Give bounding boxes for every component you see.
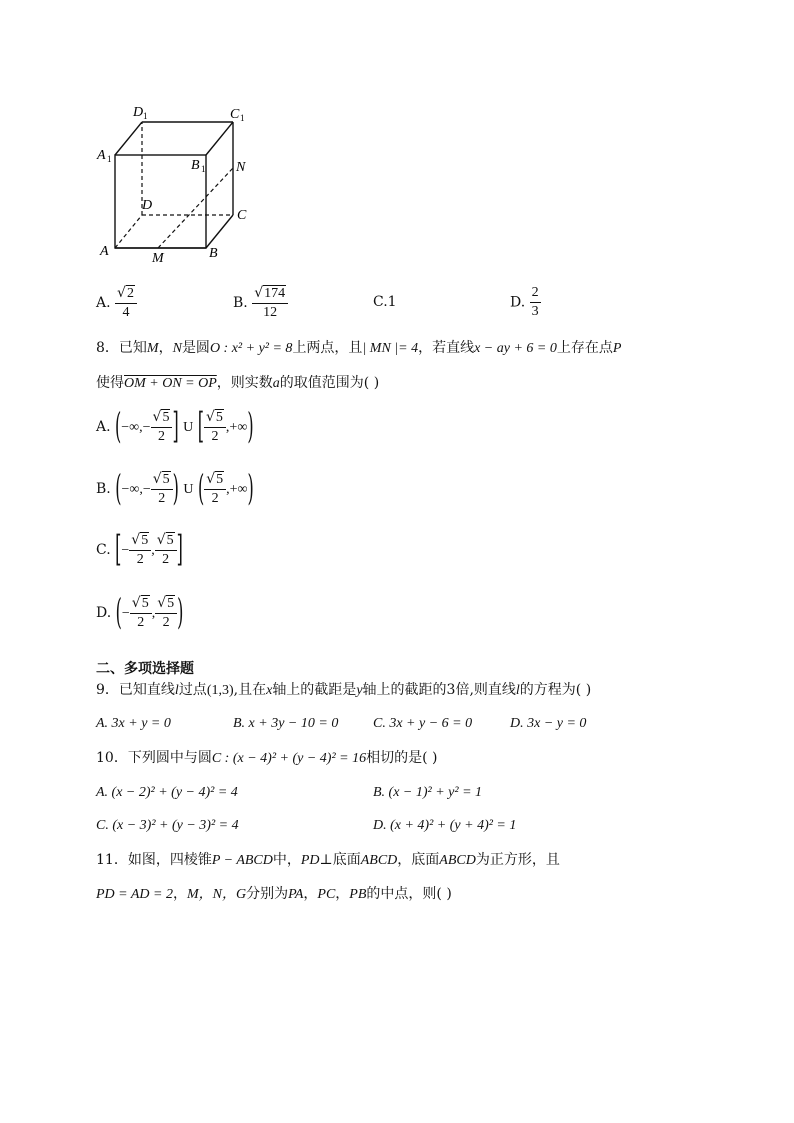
q10-option-a[interactable]: A. (x − 2)² + (y − 4)² = 4 bbox=[96, 785, 238, 800]
q10-stem: 10．下列圆中与圆C : (x − 4)² + (y − 4)² = 16相切的是( ) bbox=[96, 750, 438, 766]
label-A: A bbox=[100, 244, 109, 259]
q10-option-c[interactable]: C. (x − 3)² + (y − 3)² = 4 bbox=[96, 818, 239, 833]
label-D1-sub: 1 bbox=[143, 111, 148, 121]
q11-line-2: PD = AD = 2，M，N，G分别为PA，PC，PB的中点，则( ) bbox=[96, 886, 452, 902]
label-M: M bbox=[152, 251, 164, 266]
q8-line-2: 使得OM + ON = OP，则实数a的取值范围为( ) bbox=[96, 375, 380, 391]
edge-B-C bbox=[206, 215, 233, 248]
edge-B1-C1 bbox=[206, 122, 233, 155]
edge-A1-D1 bbox=[115, 122, 142, 155]
q8-option-a[interactable]: A. (−∞,− $\frac{√5}{2}$ ] U [ $\frac{√5}{2}$ ,+∞) bbox=[96, 405, 254, 447]
label-B: B bbox=[209, 246, 218, 261]
q8-option-c[interactable]: C. [− $\frac{√5}{2}$ , $\frac{√5}{2}$ ] bbox=[96, 528, 183, 570]
edge-A-D bbox=[115, 215, 142, 248]
q10-option-b[interactable]: B. (x − 1)² + y² = 1 bbox=[373, 785, 483, 800]
section-title-multiple-choice: 二、多项选择题 bbox=[96, 661, 194, 677]
vector-equation: OM + ON = OP bbox=[124, 376, 217, 391]
label-C1: C bbox=[230, 107, 240, 122]
q7-option-d[interactable]: D. $\frac{2}{3}$ bbox=[510, 285, 539, 319]
label-B1-sub: 1 bbox=[201, 164, 206, 174]
q8-option-d[interactable]: D. (− $\frac{√5}{2}$ , $\frac{√5}{2}$ ) bbox=[96, 591, 184, 633]
cube-figure bbox=[92, 100, 262, 270]
segment-M-N bbox=[158, 168, 233, 248]
q9-option-d[interactable]: D. 3x − y = 0 bbox=[510, 716, 587, 731]
label-D: D bbox=[142, 198, 153, 213]
label-N: N bbox=[236, 160, 246, 175]
q11-line-1: 11．如图，四棱锥P − ABCD中，PD⊥底面ABCD，底面ABCD为正方形，且 bbox=[96, 852, 560, 868]
label-A1: A bbox=[97, 148, 106, 163]
label-D1: D bbox=[133, 105, 144, 120]
label-C1-sub: 1 bbox=[240, 113, 245, 123]
q9-option-b[interactable]: B. x + 3y − 10 = 0 bbox=[233, 716, 339, 731]
label-A1-sub: 1 bbox=[107, 154, 112, 164]
q9-option-c[interactable]: C. 3x + y − 6 = 0 bbox=[373, 716, 473, 731]
q7-option-a[interactable]: A. $\frac{√2}{4}$ bbox=[96, 284, 137, 322]
label-C: C bbox=[237, 208, 247, 223]
label-B1: B bbox=[191, 158, 200, 173]
q9-stem: 9．已知直线l过点(1,3),且在x轴上的截距是y轴上的截距的3倍,则直线l的方程为( ) bbox=[96, 682, 592, 698]
q7-option-c[interactable]: C.1 bbox=[373, 294, 397, 310]
q7-option-b[interactable]: B. $\frac{√174}{12}$ bbox=[233, 284, 288, 322]
q10-option-d[interactable]: D. (x + 4)² + (y + 4)² = 1 bbox=[373, 818, 517, 833]
q9-option-a[interactable]: A. 3x + y = 0 bbox=[96, 716, 171, 731]
q8-option-b[interactable]: B. (−∞,− $\frac{√5}{2}$ ) U ( $\frac{√5}{2}$ ,+∞) bbox=[96, 467, 254, 509]
q8-line-1: 8．已知M，N是圆O : x² + y² = 8上两点，且| MN |= 4，若直线x − ay + 6 = 0上存在点P bbox=[96, 340, 622, 356]
